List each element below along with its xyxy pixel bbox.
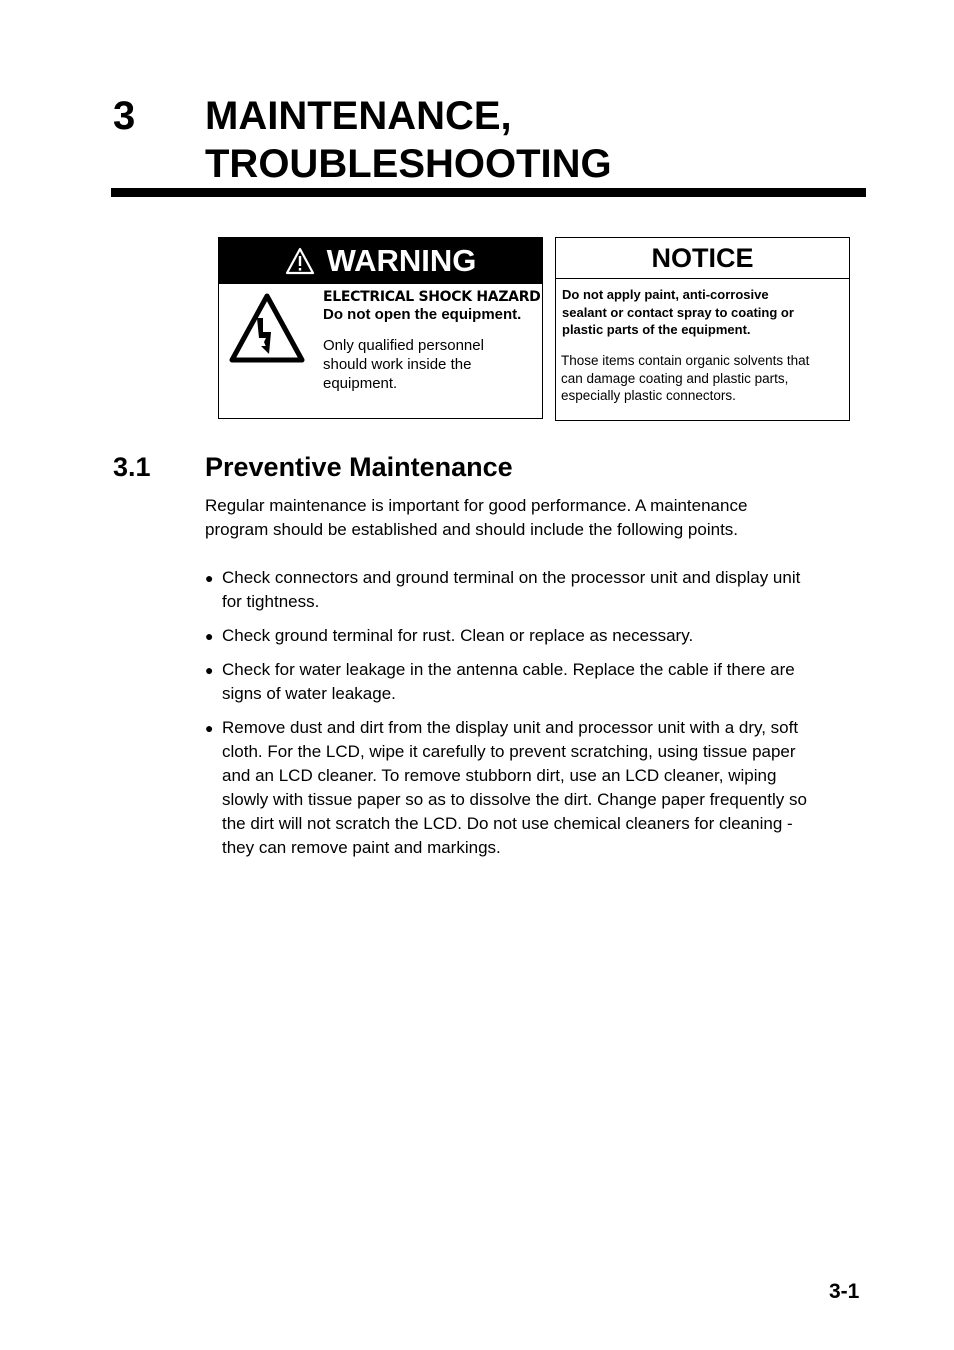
notice-body-text (561, 352, 843, 405)
bullet-icon: ● (205, 720, 214, 736)
notice-body-line: especially plastic connectors. (561, 388, 736, 403)
list-item-line: for tightness. (222, 592, 320, 611)
list-item (205, 566, 865, 614)
hazard-subtitle: Do not open the equipment. (323, 306, 522, 323)
list-item (205, 624, 865, 648)
warning-title: WARNING (326, 243, 477, 278)
warning-triangle-icon (285, 247, 315, 275)
bullet-icon: ● (205, 662, 214, 678)
hazard-title: ELECTRICAL SHOCK HAZARD (323, 289, 541, 305)
intro-line: program should be established and should include the following points. (205, 520, 739, 539)
list-item-line: the dirt will not scratch the LCD. Do not use chemical cleaners for cleaning - (222, 814, 793, 833)
notice-bold-line: plastic parts of the equipment. (562, 322, 751, 337)
list-item-line: cloth. For the LCD, wipe it carefully to prevent scratching, using tissue paper (222, 742, 796, 761)
list-item-line: and an LCD cleaner. To remove stubborn dirt, use an LCD cleaner, wiping (222, 766, 777, 785)
warning-header (219, 238, 542, 284)
warning-body-line: should work inside the (323, 356, 472, 373)
warning-text (323, 289, 541, 393)
page-number: 3-1 (829, 1280, 860, 1303)
list-item-line: slowly with tissue paper so as to dissolve the dirt. Change paper frequently so (222, 790, 807, 809)
notice-bold-line: Do not apply paint, anti-corrosive (562, 287, 769, 302)
list-item-line: Remove dust and dirt from the display unit and processor unit with a dry, soft (222, 718, 799, 737)
chapter-title-line-1: MAINTENANCE, (205, 94, 512, 138)
notice-header: NOTICE (556, 238, 849, 279)
section-title: Preventive Maintenance (205, 452, 513, 482)
intro-line: Regular maintenance is important for good performance. A maintenance (205, 496, 748, 515)
chapter-title-line-2: TROUBLESHOOTING (205, 142, 612, 186)
notice-body-line: Those items contain organic solvents that (561, 353, 810, 368)
section-intro (205, 494, 860, 542)
list-item (205, 716, 865, 860)
warning-body-text (323, 336, 541, 393)
chapter-number: 3 (113, 94, 136, 138)
list-item-line: they can remove paint and markings. (222, 838, 501, 857)
notice-bold-text (562, 286, 844, 339)
maintenance-checklist (205, 566, 865, 870)
list-item-line: signs of water leakage. (222, 684, 396, 703)
list-item-line: Check ground terminal for rust. Clean or replace as necessary. (222, 626, 694, 645)
chapter-title (205, 92, 855, 188)
section-number: 3.1 (113, 452, 151, 482)
warning-body-line: equipment. (323, 375, 398, 392)
list-item (205, 658, 865, 706)
warning-body-line: Only qualified personnel (323, 337, 484, 354)
list-item-line: Check connectors and ground terminal on the processor unit and display unit (222, 568, 801, 587)
notice-bold-line: sealant or contact spray to coating or (562, 304, 794, 320)
warning-box (218, 237, 543, 419)
bullet-icon: ● (205, 570, 214, 586)
notice-box (555, 237, 850, 421)
chapter-rule (111, 188, 866, 197)
list-item-line: Check for water leakage in the antenna cable. Replace the cable if there are (222, 660, 795, 679)
electric-shock-warning-icon (228, 292, 306, 364)
notice-body-line: can damage coating and plastic parts, (561, 370, 789, 386)
bullet-icon: ● (205, 628, 214, 644)
